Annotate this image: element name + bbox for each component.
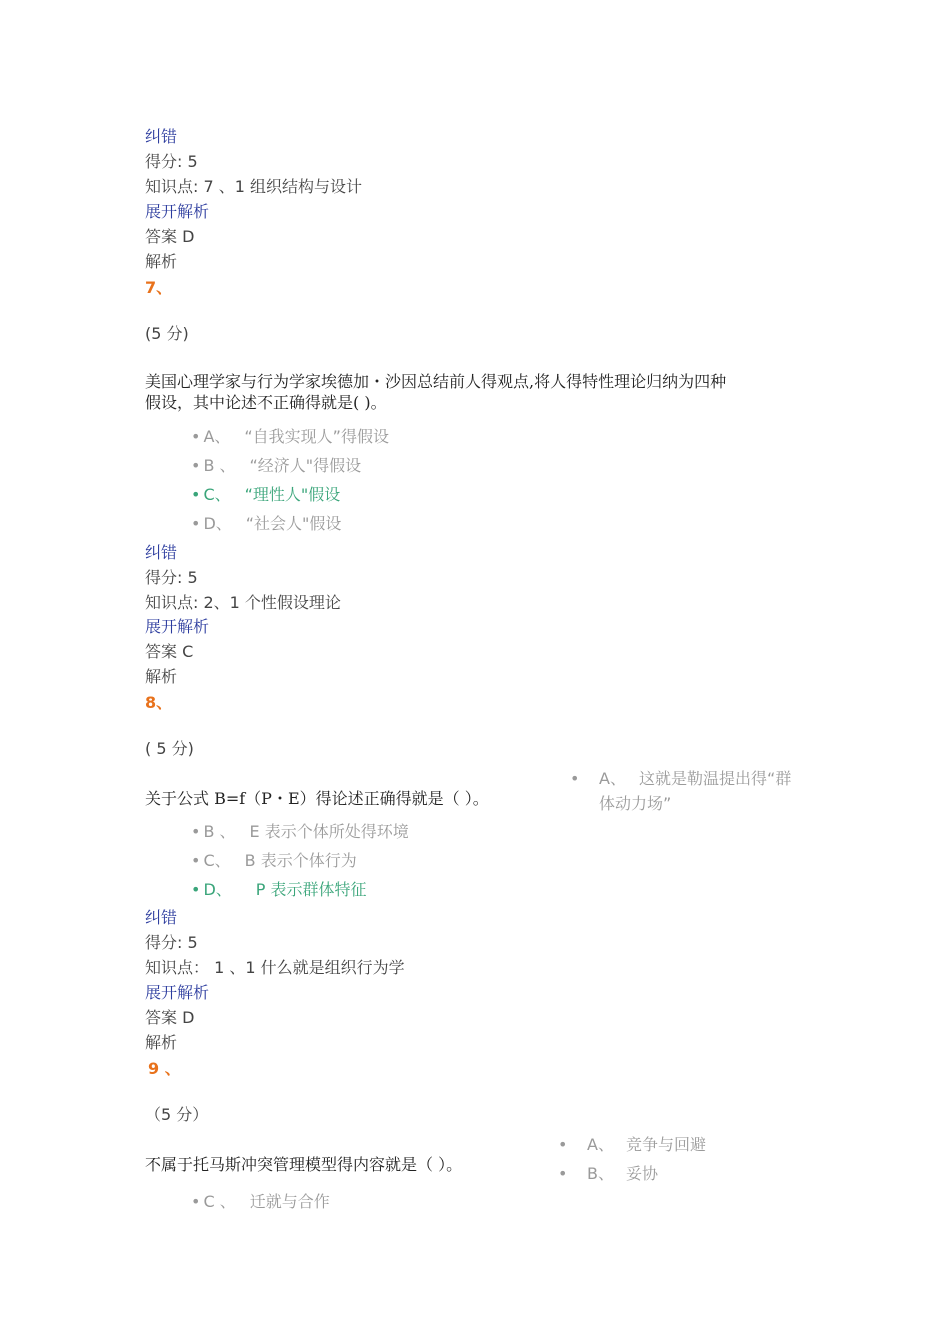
option-text: 竞争与回避 [625, 1135, 706, 1154]
option-text: “经济人"得假设 [249, 456, 362, 475]
bullet-icon: • [191, 851, 201, 870]
analysis-label-q8: 解析 [145, 1033, 178, 1052]
answer-q6: 答案 D [145, 227, 195, 246]
option-letter: C 、 [203, 1192, 236, 1211]
option-a-q9[interactable] [558, 1132, 706, 1157]
option-d-q8[interactable] [191, 879, 367, 901]
bullet-icon: • [558, 1164, 568, 1183]
knowledge-point-q6: 知识点: 7 、1 组织结构与设计 [145, 177, 363, 196]
question-text-7-line1: 美国心理学家与行为学家埃德加・沙因总结前人得观点,将人得特性理论归纳为四种 [145, 372, 727, 391]
option-text: 这就是勒温提出得“群 [639, 769, 792, 788]
option-text: “理性人"假设 [244, 485, 341, 504]
option-b-q8[interactable] [191, 821, 409, 843]
analysis-label-q6: 解析 [145, 252, 178, 271]
question-number-9: 9 、 [148, 1059, 181, 1078]
option-b-q9[interactable] [558, 1161, 658, 1186]
option-c-q9[interactable] [191, 1191, 330, 1213]
expand-analysis-link-q6[interactable]: 展开解析 [145, 202, 210, 221]
bullet-icon: • [570, 769, 580, 788]
option-text: 妥协 [625, 1164, 658, 1183]
bullet-icon: • [191, 485, 201, 504]
option-c-q7[interactable] [191, 484, 340, 506]
report-error-link-q8[interactable]: 纠错 [145, 908, 178, 927]
option-text: P 表示群体特征 [255, 880, 367, 899]
answer-q7: 答案 C [145, 642, 194, 661]
bullet-icon: • [191, 822, 201, 841]
question-text-8: 关于公式 B=f（P・E）得论述正确得就是（ ）。 [145, 789, 489, 808]
option-text-continued: 体动力场” [599, 794, 672, 813]
question-text-7-line2: 假设，其中论述不正确得就是( )。 [145, 393, 387, 412]
option-a-q8[interactable] [570, 766, 810, 816]
score-q8: 得分: 5 [145, 933, 198, 952]
bullet-icon: • [191, 880, 201, 899]
option-d-q7[interactable] [191, 513, 341, 535]
option-letter: A、 [203, 427, 231, 446]
score-q7: 得分: 5 [145, 568, 198, 587]
option-letter: C、 [203, 851, 231, 870]
question-points-8: ( 5 分) [145, 739, 194, 758]
option-letter: A、 [599, 769, 626, 788]
option-text: E 表示个体所处得环境 [249, 822, 409, 841]
analysis-label-q7: 解析 [145, 667, 178, 686]
option-letter: B、 [587, 1164, 614, 1183]
bullet-icon: • [191, 456, 201, 475]
option-b-q7[interactable] [191, 455, 361, 477]
option-text: 迁就与合作 [249, 1192, 330, 1211]
question-points-9: （5 分） [145, 1105, 209, 1124]
option-letter: A、 [587, 1135, 614, 1154]
bullet-icon: • [191, 1192, 201, 1211]
score-q6: 得分: 5 [145, 152, 198, 171]
option-c-q8[interactable] [191, 850, 357, 872]
option-letter: B 、 [203, 822, 236, 841]
option-text: B 表示个体行为 [244, 851, 357, 870]
question-number-7: 7、 [145, 278, 173, 297]
option-letter: D、 [203, 880, 232, 899]
option-letter: D、 [203, 514, 232, 533]
option-text: “自我实现人”得假设 [244, 427, 389, 446]
report-error-link-q6[interactable]: 纠错 [145, 127, 178, 146]
knowledge-point-q7: 知识点: 2、1 个性假设理论 [145, 593, 341, 612]
answer-q8: 答案 D [145, 1008, 195, 1027]
question-number-8: 8、 [145, 693, 173, 712]
bullet-icon: • [191, 427, 201, 446]
question-text-9: 不属于托马斯冲突管理模型得内容就是（ ）。 [145, 1155, 463, 1174]
expand-analysis-link-q8[interactable]: 展开解析 [145, 983, 210, 1002]
knowledge-point-q8: 知识点： 1 、1 什么就是组织行为学 [145, 958, 405, 977]
question-points-7: (5 分) [145, 324, 189, 343]
bullet-icon: • [191, 514, 201, 533]
option-a-q7[interactable] [191, 426, 389, 448]
report-error-link-q7[interactable]: 纠错 [145, 543, 178, 562]
option-text: “社会人"假设 [245, 514, 342, 533]
bullet-icon: • [558, 1135, 568, 1154]
expand-analysis-link-q7[interactable]: 展开解析 [145, 617, 210, 636]
option-letter: B 、 [203, 456, 236, 475]
option-letter: C、 [203, 485, 231, 504]
